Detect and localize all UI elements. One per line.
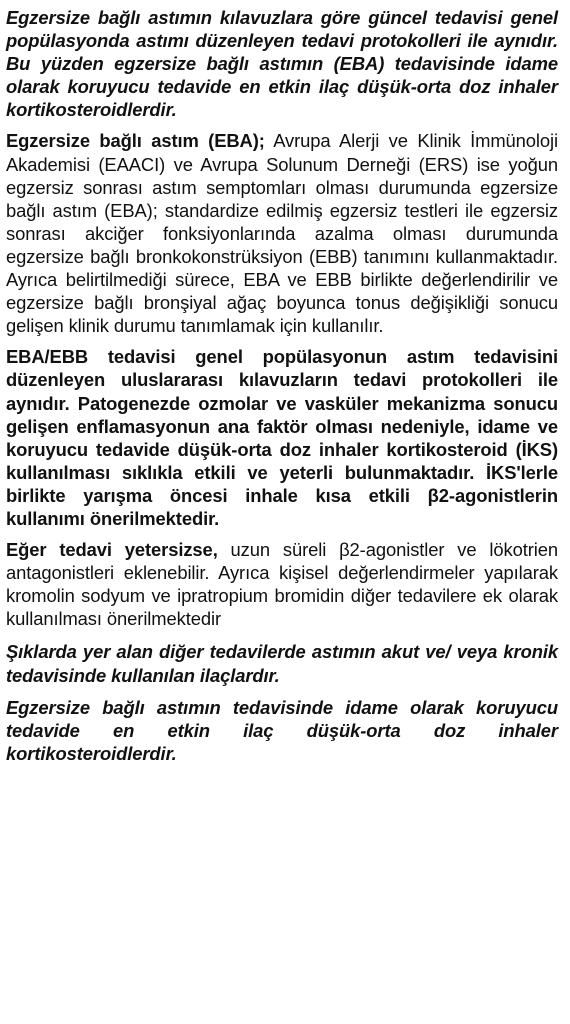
paragraph-summary	[6, 6, 558, 121]
paragraph-eba-definition-lead: Egzersize bağlı astım (EBA);	[6, 130, 265, 152]
paragraph-inadequate-treatment-lead: Eğer tedavi yetersizse,	[6, 539, 218, 561]
paragraph-conclusion-text: Egzersize bağlı astımın tedavisinde idame olarak koruyucu tedavide en etkin ilaç düşük-orta doz inhaler kortikosteroidlerdir.	[6, 696, 558, 764]
paragraph-eba-treatment	[6, 345, 558, 530]
paragraph-eba-definition-text: Avrupa Alerji ve Klinik İmmünoloji Akademisi (EAACI) ve Avrupa Solunum Derneği (ERS) ise yoğun egzersiz sonrası astım semptomları olması durumunda egzersize bağlı astım (EBA); standardize edilmiş egzersiz testleri ile egzersiz sonrası akciğer fonksiyonlarında azalma olması durumunda egzersize bağlı bronkokonstrüksiyon (EBB) tanımını kullanmaktadır. Ayrıca belirtilmediği sürece, EBA ve EBB birlikte değerlendirilir ve egzersize bağlı bronşiyal ağaç boyunca tonus değişikliği sonucu gelişen klinik durumu tanımlamak için kullanılır.	[6, 130, 559, 337]
paragraph-other-options	[6, 640, 558, 686]
paragraph-inadequate-treatment-text: uzun süreli β2-agonistler ve lökotrien antagonistleri eklenebilir. Ayrıca kişisel değerlendirmeler yapılarak kromolin sodyum ve ipratropium bromidin diğer tedavilere ek olarak kullanılması önerilmektedir	[6, 539, 558, 630]
paragraph-summary-text: Egzersize bağlı astımın kılavuzlara göre güncel tedavisi genel popülasyonda astımı düzenleyen tedavi protokolleri ile aynıdır. Bu yüzden egzersize bağlı astımın (EBA) tedavisinde idame olarak koruyucu tedavide en etkin ilaç düşük-orta doz inhaler kortikosteroidlerdir.	[6, 7, 558, 121]
paragraph-eba-treatment-text: EBA/EBB tedavisi genel popülasyonun astım tedavisini düzenleyen uluslararası kılavuzların tedavi protokolleri ile aynıdır. Patogenezde ozmolar ve vasküler mekanizma sonucu gelişen enflamasyonun ana faktör olması nedeniyle, idame ve koruyucu tedavide düşük-orta doz inhaler kortikosteroid (İKS) kullanılması sıklıkla etkili ve yeterli bulunmaktadır. İKS'lerle birlikte yarışma öncesi inhale kısa etkili β2-agonistlerin kullanımı önerilmektedir.	[6, 346, 558, 529]
paragraph-eba-definition	[6, 129, 558, 337]
paragraph-inadequate-treatment	[6, 538, 558, 630]
paragraph-conclusion	[6, 696, 558, 765]
paragraph-other-options-text: Şıklarda yer alan diğer tedavilerde astımın akut ve/ veya kronik tedavisinde kullanılan ilaçlardır.	[6, 641, 558, 686]
